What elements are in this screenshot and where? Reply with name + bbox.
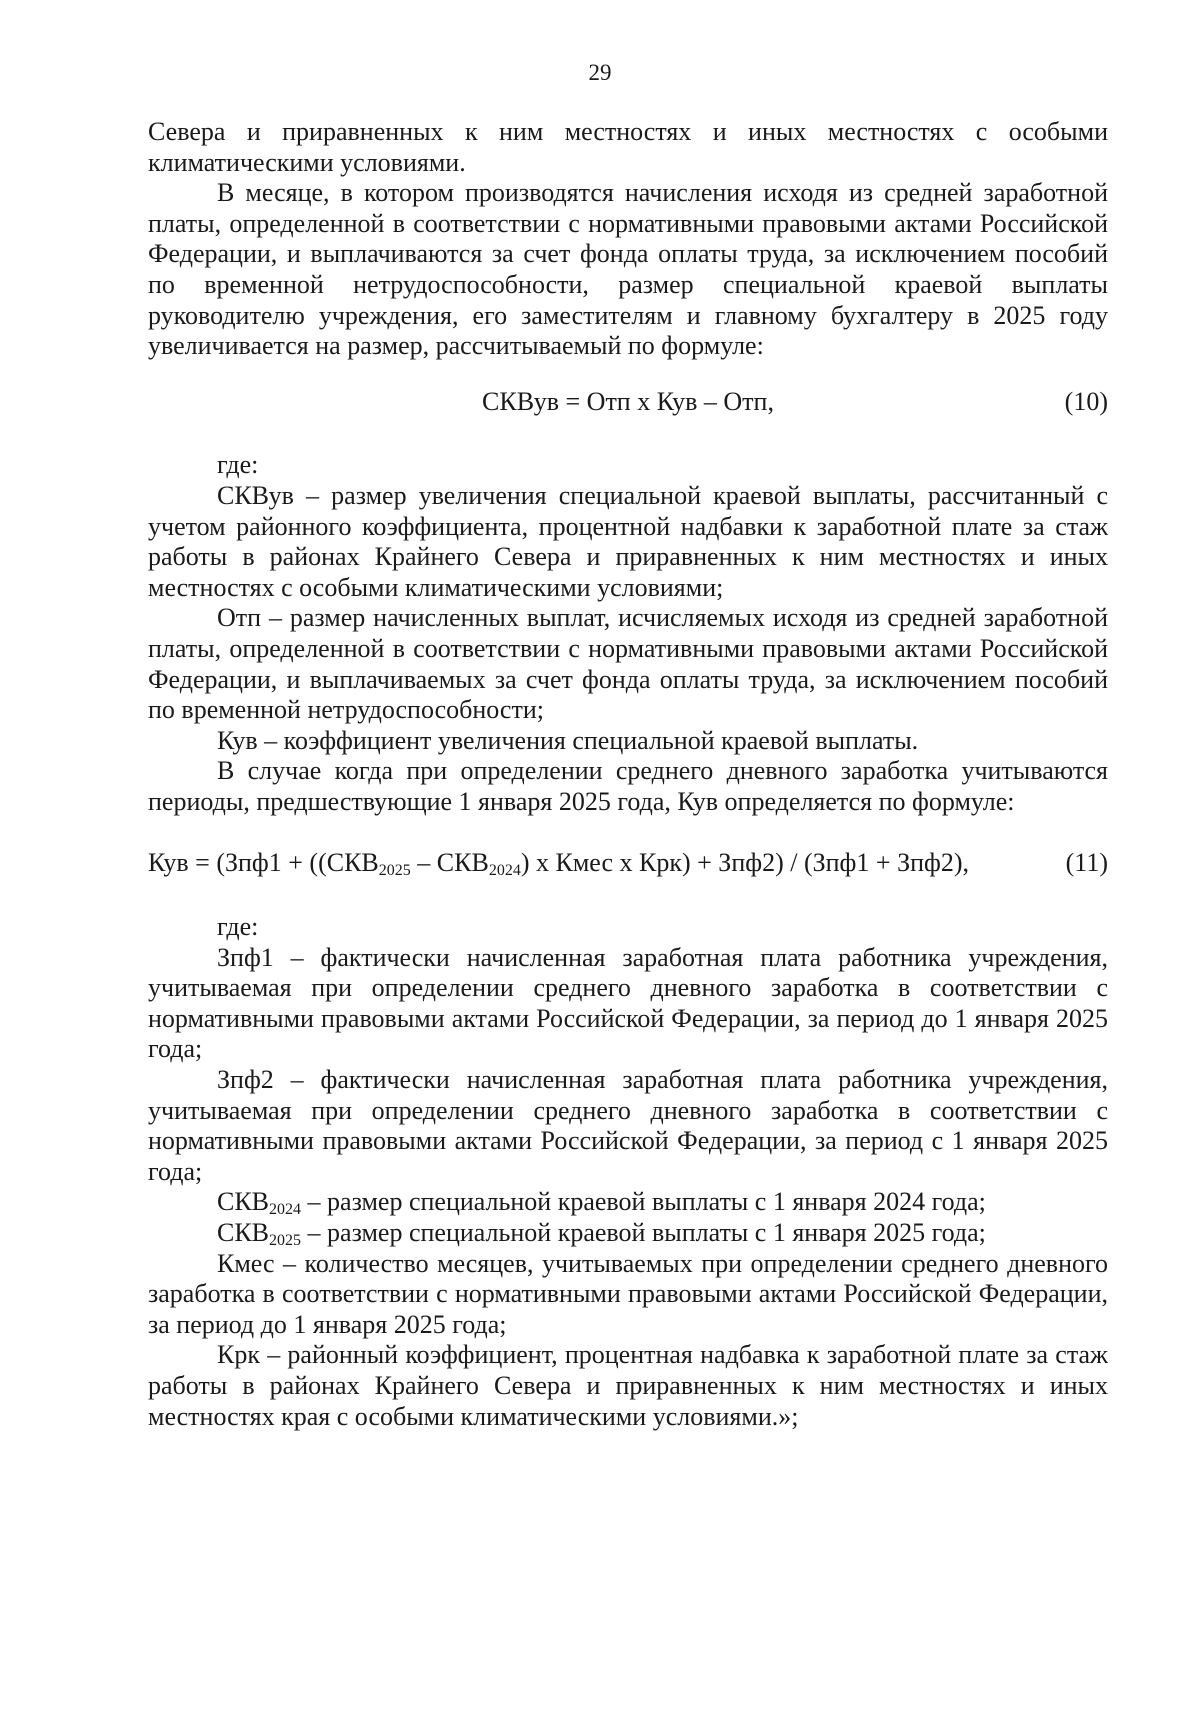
formula-11: [148, 848, 1108, 879]
formula-10: [148, 387, 1108, 418]
skv2024-lead: СКВ: [217, 1187, 270, 1217]
definition-otp: Отп – размер начисленных выплат, исчисляемых исходя из средней заработной платы, определенной в соответствии с нормативными правовыми актами Российской Федерации, и выплачиваемых за счет фонда оплаты труда, за исключением пособий по временной нетрудоспособности;: [148, 603, 1108, 725]
definition-skv2024: [148, 1187, 1108, 1218]
definition-kuv: Кув – коэффициент увеличения специальной краевой выплаты.: [217, 725, 919, 755]
formula-11-expression: [148, 848, 969, 879]
formula-11-part3: ) х Кмес х Крк) + Зпф2) / (Зпф1 + Зпф2),: [520, 848, 970, 878]
skv2025-sub: 2025: [269, 1232, 302, 1249]
paragraph-month-accrual: В месяце, в котором производятся начисления исходя из средней заработной платы, определенной в соответствии с нормативными правовыми актами Российской Федерации, и выплачиваются за счет фонда оплаты труда, за исключением пособий по временной нетрудоспособности, размер специальной краевой выплаты руководителю учреждения, его заместителям и главному бухгалтеру в 2025 году увеличивается на размер, рассчитываемый по формуле:: [148, 178, 1108, 361]
skv2025-rest: – размер специальной краевой выплаты с 1 января 2025 года;: [301, 1218, 986, 1247]
where-label-1: где:: [217, 450, 259, 480]
definition-krk: Крк – районный коэффициент, процентная надбавка к заработной плате за стаж работы в районах Крайнего Севера и приравненных к ним местностях и иных местностях края с особыми климатическими условиями.»;: [148, 1340, 1108, 1431]
formula-11-part1: Кув = (Зпф1 + ((СКВ: [148, 848, 379, 878]
formula-11-sub-2024: 2024: [488, 862, 521, 880]
skv2024-sub: 2024: [269, 1201, 302, 1219]
formula-11-part2: – СКВ: [410, 848, 489, 878]
skv2025-lead: СКВ: [217, 1218, 270, 1247]
definition-zpf2: Зпф2 – фактически начисленная заработная плата работника учреждения, учитываемая при определении среднего дневного заработка в соответствии с нормативными правовыми актами Российской Федерации, за период с 1 января 2025 года;: [148, 1065, 1108, 1186]
definition-skvuv: СКВув – размер увеличения специальной краевой выплаты, рассчитанный с учетом районного коэффициента, процентной надбавки к заработной плате за стаж работы в районах Крайнего Севера и приравненных к ним местностях и иных местностях с особыми климатическими условиями;: [148, 480, 1108, 602]
paragraph-case: В случае когда при определении среднего дневного заработка учитываются периоды, предшествующие 1 января 2025 года, Кув определяется по формуле:: [148, 756, 1108, 816]
formula-10-number: (10): [1064, 386, 1108, 416]
formula-11-sub-2025: 2025: [378, 862, 411, 880]
definition-kmes: Кмес – количество месяцев, учитываемых при определении среднего дневного заработка в соответствии с нормативными правовыми актами Российской Федерации, за период до 1 января 2025 года;: [148, 1248, 1108, 1339]
paragraph-continuation: Севера и приравненных к ним местностях и иных местностях с особыми климатическими условиями.: [148, 117, 1108, 177]
page-number: 29: [588, 60, 612, 85]
formula-11-number: (11): [1065, 848, 1108, 878]
document-body: [148, 117, 1108, 1432]
formula-10-expression: СКВув = Отп х Кув – Отп,: [482, 386, 774, 416]
definition-skv2025: [148, 1218, 1108, 1249]
definition-zpf1: Зпф1 – фактически начисленная заработная плата работника учреждения, учитываемая при определении среднего дневного заработка в соответствии с нормативными правовыми актами Российской Федерации, за период до 1 января 2025 года;: [148, 942, 1108, 1064]
where-label-2: где:: [217, 912, 259, 942]
skv2024-rest: – размер специальной краевой выплаты с 1 января 2024 года;: [301, 1187, 986, 1217]
